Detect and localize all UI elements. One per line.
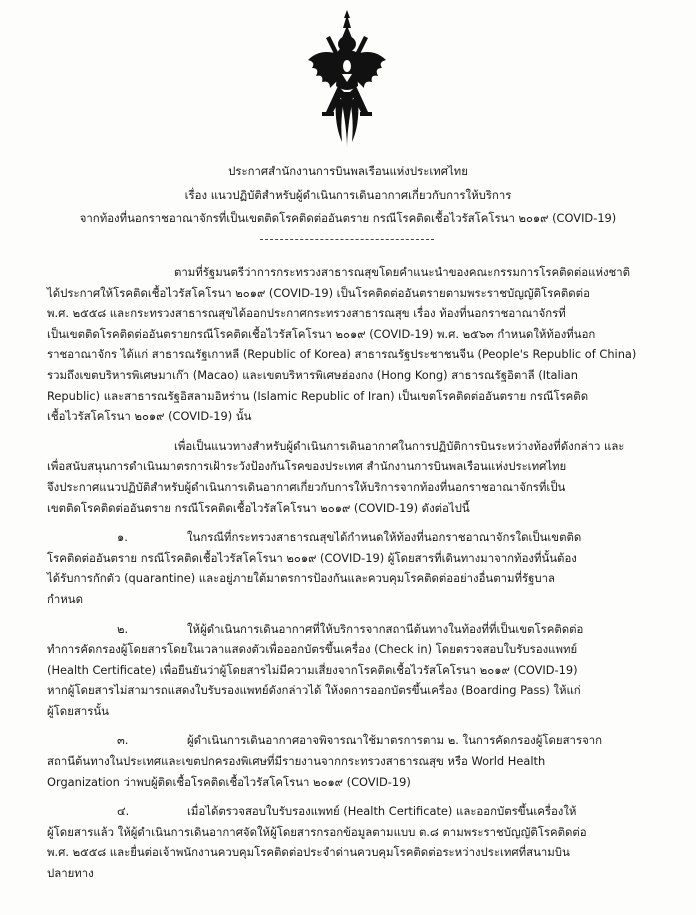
header-divider [260, 239, 434, 240]
text-line: ทำการคัดกรองผู้โดยสารโดยในเวลาแสดงตัวเพื่อออกบัตรขึ้นเครื่อง (Check in) โดยตรวจสอบใบรับรองแพทย์ [47, 642, 578, 657]
text-line: ในกรณีที่กระทรวงสาธารณสุขได้กำหนดให้ท้องที่นอกราชอาณาจักรใดเป็นเขตติด [187, 530, 582, 545]
announcement-subject: เรื่อง แนวปฏิบัติสำหรับผู้ดำเนินการเดินอากาศเกี่ยวกับการให้บริการ [184, 188, 512, 202]
text-line: ผู้โดยสารแล้ว ให้ผู้ดำเนินการเดินอากาศจัดให้ผู้โดยสารกรอกข้อมูลตามแบบ ต.๘ ตามพระราชบัญญัติโรคติดต่อ [47, 824, 587, 839]
clause-number: ๔. [117, 804, 130, 819]
clause-1 [47, 527, 652, 609]
text-line: เป็นเขตติดโรคติดต่ออันตรายกรณีโรคติดเชื้อไวรัสโคโรนา ๒๐๑๙ (COVID-19) พ.ศ. ๒๕๖๓ กำหนดให้ท้องที่นอก [47, 326, 596, 341]
clause-number: ๒. [117, 621, 129, 636]
text-line: ผู้ดำเนินการเดินอากาศอาจพิจารณาใช้มาตรการตาม ๒. ในการคัดกรองผู้โดยสารจาก [187, 733, 603, 748]
paragraph-purpose [47, 436, 652, 518]
text-line: เพื่อเป็นแนวทางสำหรับผู้ดำเนินการเดินอากาศในการปฏิบัติการบินระหว่างท้องที่ดังกล่าว และ [174, 438, 625, 453]
text-line: เพื่อสนับสนุนการดำเนินมาตรการเฝ้าระวังป้องกันโรคของประเทศ สำนักงานการบินพลเรือนแห่งประเทศไทย [47, 459, 567, 474]
text-line: รวมถึงเขตบริหารพิเศษมาเก๊า (Macao) และเขตบริหารพิเศษฮ่องกง (Hong Kong) สาธารณรัฐอิตาลี (Italian [47, 367, 579, 382]
paragraph-preamble [47, 262, 652, 427]
text-line: Organization ว่าพบผู้ติดเชื้อโรคติดเชื้อไวรัสโคโรนา ๒๐๑๙ (COVID-19) [47, 774, 411, 789]
text-line: ปลายทาง [47, 866, 94, 881]
text-line: เชื้อไวรัสโคโรนา ๒๐๑๙ (COVID-19) นั้น [47, 409, 252, 424]
text-line: ให้ผู้ดำเนินการเดินอากาศที่ให้บริการจากสถานีต้นทางในท้องที่ที่เป็นเขตโรคติดต่อ [187, 621, 584, 636]
text-line: เขตติดโรคติดต่ออันตราย กรณีโรคติดเชื้อไวรัสโคโรนา ๒๐๑๙ (COVID-19) ดังต่อไปนี้ [47, 500, 470, 515]
document-body [47, 262, 652, 884]
clause-3 [47, 730, 652, 792]
text-line: ผู้โดยสารนั้น [47, 703, 109, 718]
text-line: ราชอาณาจักร ได้แก่ สาธารณรัฐเกาหลี (Republic of Korea) สาธารณรัฐประชาชนจีน (People's Republic of China) [47, 347, 637, 362]
text-line: โรคติดต่ออันตราย กรณีโรคติดเชื้อไวรัสโคโรนา ๒๐๑๙ (COVID-19) ผู้โดยสารที่เดินทางมาจากท้องที่นั้นต้อง [47, 550, 577, 565]
text-line: สถานีต้นทางในประเทศและเขตปกครองพิเศษที่มีรายงานจากกระทรวงสาธารณสุข หรือ World Health [47, 754, 546, 769]
text-line: พ.ศ. ๒๕๕๘ และกระทรวงสาธารณสุขได้ออกประกาศกระทรวงสาธารณสุข เรื่อง ท้องที่นอกราชอาณาจักรที่ [47, 306, 566, 321]
text-line: Republic) และสาธารณรัฐอิสลามอิหร่าน (Islamic Republic of Iran) เป็นเขตโรคติดต่ออันตราย กรณีโรคติด [47, 388, 589, 403]
text-line: (Health Certificate) เพื่อยืนยันว่าผู้โดยสารไม่มีความเสี่ยงจากโรคติดเชื้อไวรัสโคโรนา ๒๐๑๙ (COVID-19) [47, 662, 578, 677]
announcement-subject-continued: จากท้องที่นอกราชอาณาจักรที่เป็นเขตติดโรคติดต่ออันตราย กรณีโรคติดเชื้อไวรัสโคโรนา ๒๐๑๙ (COVID-19) [79, 211, 617, 225]
text-line: พ.ศ. ๒๕๕๘ และยื่นต่อเจ้าพนักงานควบคุมโรคติดต่อประจำด่านควบคุมโรคติดต่อระหว่างประเทศที่สนามบิน [47, 845, 570, 860]
text-line: จึงประกาศแนวปฏิบัติสำหรับผู้ดำเนินการเดินอากาศเกี่ยวกับการให้บริการจากท้องที่นอกราชอาณาจักรที่เป็น [47, 479, 566, 494]
clause-number: ๓. [117, 733, 129, 748]
text-line: ได้ประกาศให้โรคติดเชื้อไวรัสโคโรนา ๒๐๑๙ (COVID-19) เป็นโรคติดต่ออันตรายตามพระราชบัญญัติโรคติดต่อ [47, 285, 590, 300]
text-line: กำหนด [47, 591, 83, 606]
text-line: ได้รับการกักตัว (quarantine) และอยู่ภายใต้มาตรการป้องกันและควบคุมโรคติดต่ออย่างอื่นตามที่รัฐบาล [47, 571, 556, 586]
clause-2 [47, 619, 652, 722]
garuda-emblem-icon [306, 8, 388, 154]
text-line: หากผู้โดยสารไม่สามารถแสดงใบรับรองแพทย์ดังกล่าวได้ ให้งดการออกบัตรขึ้นเครื่อง (Boarding Pass) ให้แก่ [47, 683, 581, 698]
text-line: เมื่อได้ตรวจสอบใบรับรองแพทย์ (Health Certificate) และออกบัตรขึ้นเครื่องให้ [187, 804, 577, 819]
clause-number: ๑. [117, 530, 128, 545]
clause-4 [47, 801, 652, 883]
announcement-title: ประกาศสำนักงานการบินพลเรือนแห่งประเทศไทย [228, 164, 468, 178]
text-line: ตามที่รัฐมนตรีว่าการกระทรวงสาธารณสุขโดยคำแนะนำของคณะกรรมการโรคติดต่อแห่งชาติ [174, 265, 631, 279]
